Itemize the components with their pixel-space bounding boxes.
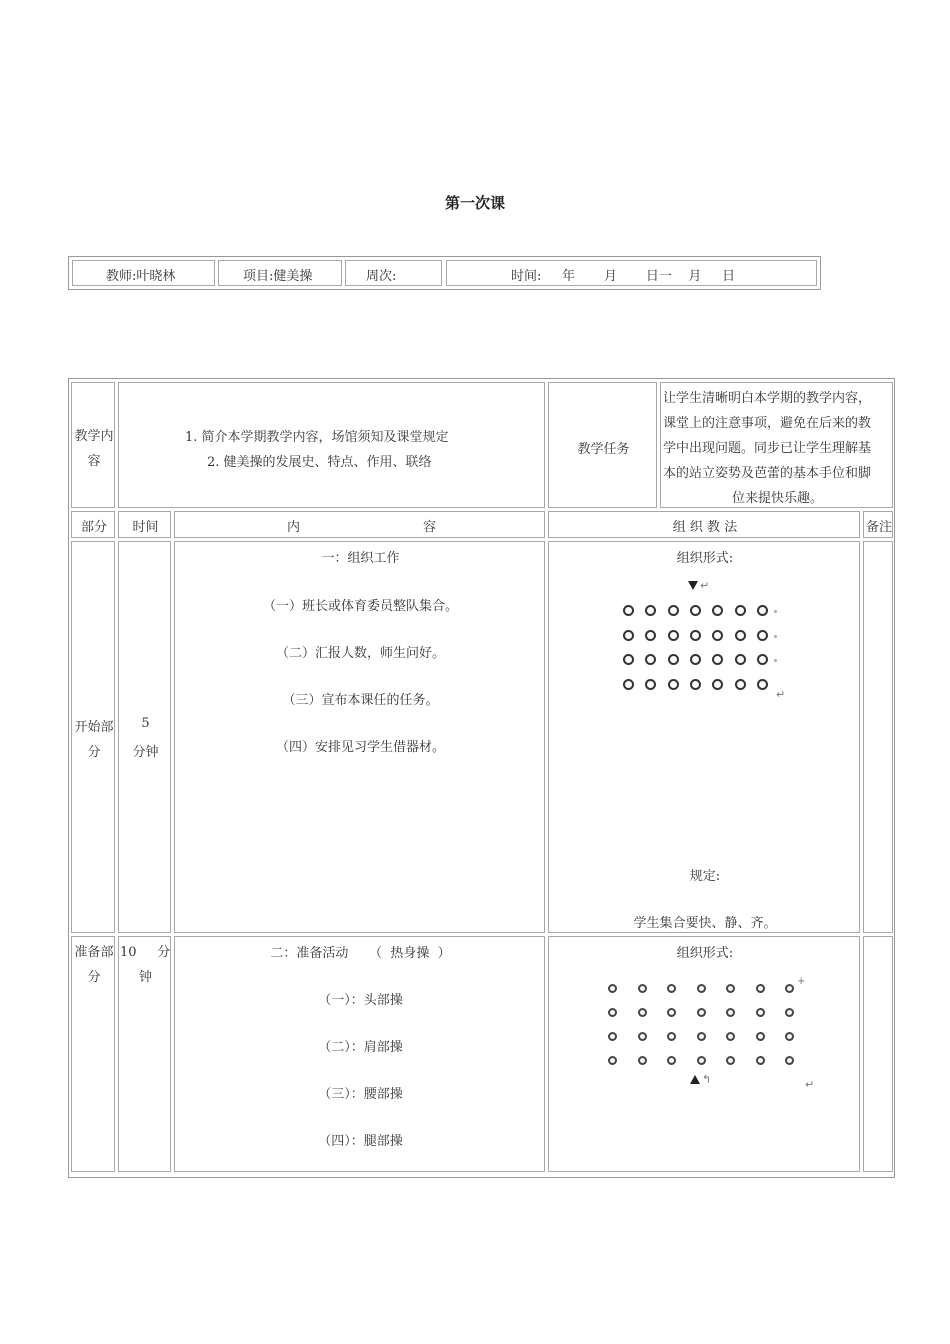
week-label: 周次: bbox=[366, 269, 397, 284]
circle-icon bbox=[690, 630, 701, 641]
page-title: 第一次课 bbox=[444, 194, 505, 212]
return-arrow-icon: ↵ bbox=[805, 1078, 815, 1091]
section2-note-cell bbox=[863, 936, 893, 1172]
teacher-label: 教师:叶晓林 bbox=[106, 269, 176, 284]
section1-note-cell bbox=[863, 541, 893, 933]
section1-time-line2: 分钟 bbox=[132, 745, 159, 760]
circle-icon bbox=[697, 1056, 706, 1065]
circle-icon bbox=[667, 1008, 676, 1017]
section1-rule-label: 规定: bbox=[689, 869, 721, 884]
section2-heading: 二：准备活动 （ 热身操 ） bbox=[270, 946, 451, 961]
section2-item-2: （二）：肩部操 bbox=[318, 1040, 403, 1055]
section1-item-3: （三）宣布本课任的任务。 bbox=[282, 693, 439, 708]
circle-icon bbox=[668, 605, 679, 616]
section1-part-line1: 开始部 bbox=[74, 720, 114, 735]
circle-icon bbox=[623, 679, 634, 690]
task-line-3: 学中出现问题。同步已让学生理解基 bbox=[663, 441, 872, 456]
section1-part-line2: 分 bbox=[87, 745, 101, 760]
circle-icon bbox=[785, 1032, 794, 1041]
header-project-cell bbox=[218, 260, 342, 286]
col-content-label-a: 内 bbox=[287, 520, 301, 535]
section1-item-4: （四）安排见习学生借器材。 bbox=[275, 740, 445, 755]
circle-icon bbox=[756, 1008, 765, 1017]
circle-icon bbox=[756, 1032, 765, 1041]
circle-icon bbox=[667, 1056, 676, 1065]
circle-icon bbox=[690, 605, 701, 616]
content-item-1: 1. 简介本学期教学内容，场馆须知及课堂规定 bbox=[185, 430, 449, 445]
section2-part-line2: 分 bbox=[87, 970, 101, 985]
return-arrow-icon: ↰ bbox=[702, 1073, 712, 1086]
header-teacher-cell bbox=[72, 260, 215, 286]
teacher-triangle-down-icon bbox=[688, 581, 698, 590]
circle-icon bbox=[756, 1056, 765, 1065]
col-header-method bbox=[548, 511, 860, 538]
circle-icon bbox=[668, 679, 679, 690]
circle-icon bbox=[726, 1008, 735, 1017]
section2-part-cell bbox=[71, 936, 115, 1172]
content-label-line2: 容 bbox=[87, 454, 101, 469]
col-header-time bbox=[118, 511, 171, 538]
circle-icon bbox=[645, 679, 656, 690]
circle-icon bbox=[756, 984, 765, 993]
section2-time-line1: 10 分 bbox=[120, 945, 171, 960]
circle-icon bbox=[735, 630, 746, 641]
circle-icon bbox=[785, 1056, 794, 1065]
circle-icon bbox=[726, 1032, 735, 1041]
section1-item-2: （二）汇报人数，师生问好。 bbox=[275, 646, 445, 661]
circle-icon bbox=[690, 679, 701, 690]
circle-icon bbox=[668, 630, 679, 641]
dot-mark-icon bbox=[774, 635, 777, 638]
circle-icon bbox=[757, 605, 768, 616]
col-header-part bbox=[71, 511, 115, 538]
circle-icon bbox=[668, 654, 679, 665]
content-items-cell bbox=[118, 382, 545, 508]
circle-icon bbox=[785, 1008, 794, 1017]
task-line-5: 位来提快乐趣。 bbox=[731, 491, 823, 506]
circle-icon bbox=[735, 654, 746, 665]
task-label-cell bbox=[548, 382, 657, 508]
col-part-label: 部分 bbox=[80, 520, 107, 535]
content-item-2: 2. 健美操的发展史、特点、作用、联络 bbox=[207, 455, 432, 470]
col-method-label: 组 织 教 法 bbox=[672, 520, 738, 535]
section2-time-line2: 钟 bbox=[138, 970, 152, 985]
task-line-1: 让学生清晰明白本学期的教学内容， bbox=[663, 391, 872, 406]
teacher-triangle-up-icon bbox=[690, 1075, 700, 1084]
col-content-label-b: 容 bbox=[423, 520, 437, 535]
section1-org-label: 组织形式: bbox=[676, 551, 734, 566]
project-label: 项目:健美操 bbox=[243, 269, 313, 284]
header-week-cell bbox=[345, 260, 442, 286]
circle-icon bbox=[645, 630, 656, 641]
circle-icon bbox=[735, 605, 746, 616]
circle-icon bbox=[638, 1056, 647, 1065]
section1-item-1: （一）班长或体育委员整队集合。 bbox=[262, 599, 458, 614]
section2-org-label: 组织形式: bbox=[676, 946, 734, 961]
section1-content-cell bbox=[174, 541, 545, 933]
circle-icon bbox=[638, 1008, 647, 1017]
section1-method-cell bbox=[548, 541, 860, 933]
circle-icon bbox=[608, 1008, 617, 1017]
circle-icon bbox=[726, 984, 735, 993]
circle-icon bbox=[712, 630, 723, 641]
content-label-line1: 教学内 bbox=[74, 429, 114, 444]
circle-icon bbox=[608, 1032, 617, 1041]
circle-icon bbox=[638, 1032, 647, 1041]
section2-content-cell bbox=[174, 936, 545, 1172]
circle-icon bbox=[697, 1008, 706, 1017]
circle-icon bbox=[757, 654, 768, 665]
section1-time-cell bbox=[118, 541, 171, 933]
circle-icon bbox=[757, 679, 768, 690]
task-line-4: 本的站立姿势及芭蕾的基本手位和脚 bbox=[663, 466, 872, 481]
section1-heading: 一：组织工作 bbox=[321, 551, 400, 566]
circle-icon bbox=[697, 984, 706, 993]
section2-part-line1: 准备部 bbox=[74, 945, 114, 960]
circle-icon bbox=[690, 654, 701, 665]
section2-item-4: （四）：腿部操 bbox=[318, 1134, 403, 1149]
circle-icon bbox=[623, 605, 634, 616]
circle-icon bbox=[608, 1056, 617, 1065]
circle-icon bbox=[623, 654, 634, 665]
section1-part-cell bbox=[71, 541, 115, 933]
circle-icon bbox=[726, 1056, 735, 1065]
plus-mark-icon: + bbox=[797, 976, 806, 987]
section2-time-cell bbox=[118, 936, 171, 1172]
circle-icon bbox=[757, 630, 768, 641]
return-arrow-icon: ↵ bbox=[776, 688, 786, 701]
section2-item-3: （三）：腰部操 bbox=[318, 1087, 403, 1102]
content-label-cell bbox=[71, 382, 115, 508]
section2-method-cell bbox=[548, 936, 860, 1172]
circle-icon bbox=[623, 630, 634, 641]
task-text-cell bbox=[660, 382, 893, 508]
circle-icon bbox=[735, 679, 746, 690]
circle-icon bbox=[697, 1032, 706, 1041]
circle-icon bbox=[667, 984, 676, 993]
col-note-label: 备注 bbox=[866, 520, 893, 535]
circle-icon bbox=[712, 679, 723, 690]
section1-rule-text: 学生集合要快、静、齐。 bbox=[633, 916, 777, 931]
col-header-note bbox=[863, 511, 893, 538]
return-arrow-icon: ↵ bbox=[700, 579, 710, 592]
circle-icon bbox=[608, 984, 617, 993]
task-line-2: 课堂上的注意事项，避免在后来的教 bbox=[663, 416, 872, 431]
header-time-cell bbox=[446, 260, 817, 286]
circle-icon bbox=[785, 984, 794, 993]
circle-icon bbox=[667, 1032, 676, 1041]
col-time-label: 时间 bbox=[132, 520, 159, 535]
col-header-content bbox=[174, 511, 545, 538]
section1-time-line1: 5 bbox=[141, 716, 150, 731]
task-label: 教学任务 bbox=[577, 442, 630, 457]
time-label: 时间: 年 月 日一 月 日 bbox=[511, 269, 736, 284]
circle-icon bbox=[638, 984, 647, 993]
section2-item-1: （一）：头部操 bbox=[318, 993, 403, 1008]
